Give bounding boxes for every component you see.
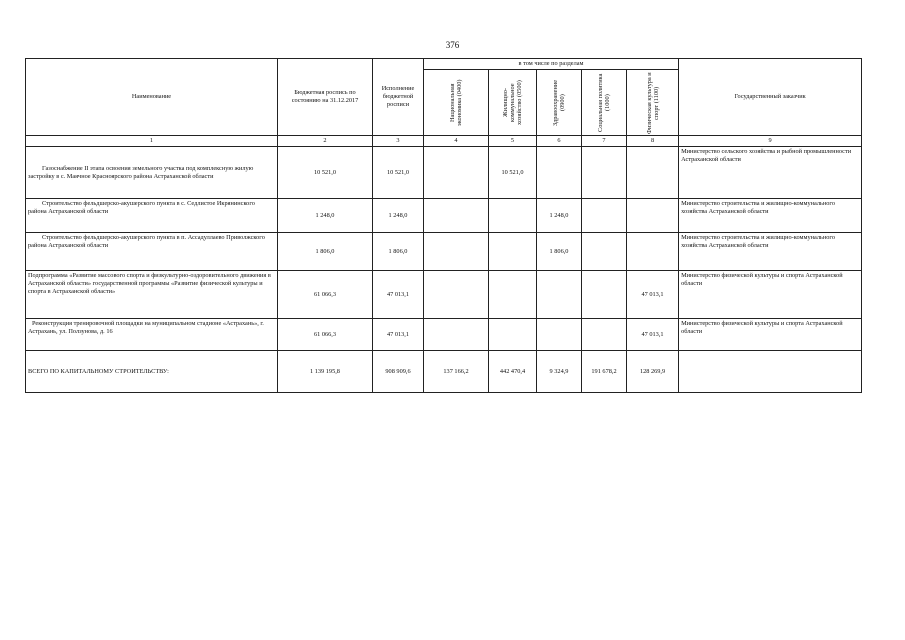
row-execution: 1 248,0: [373, 199, 424, 233]
row-sec-1100: [627, 199, 679, 233]
page-number: 376: [445, 40, 460, 50]
header-sec-0400: [424, 70, 489, 136]
col-number: 9: [679, 136, 862, 147]
total-sec-1100: 128 269,9: [627, 351, 679, 393]
row-customer: Министерство физической культуры и спорта Астраханской области: [679, 319, 862, 351]
total-sec-1000: 191 678,2: [582, 351, 627, 393]
col-number: 5: [489, 136, 537, 147]
row-budget: 1 248,0: [278, 199, 373, 233]
row-sec-0900: [537, 147, 582, 199]
table-row: [26, 147, 862, 199]
table-row: [26, 271, 862, 319]
col-number: 7: [582, 136, 627, 147]
header-sec-0500-label: Жилищно-коммунальное хозяйство (0500): [502, 80, 523, 125]
col-number: 4: [424, 136, 489, 147]
row-sec-0500: [489, 271, 537, 319]
row-sec-0500: 10 521,0: [489, 147, 537, 199]
total-sec-0500: 442 470,4: [489, 351, 537, 393]
row-name: Газоснабжение II этапа освоения земельного участка под комплексную жилую застройку в с. Маячное Красноярского района Астраханской области: [26, 147, 278, 199]
row-sec-0500: [489, 233, 537, 271]
row-budget: 61 066,3: [278, 319, 373, 351]
col-number: 8: [627, 136, 679, 147]
header-sec-0500: [489, 70, 537, 136]
total-sec-0400: 137 166,2: [424, 351, 489, 393]
row-sec-0900: 1 248,0: [537, 199, 582, 233]
total-customer: [679, 351, 862, 393]
row-sec-0900: 1 806,0: [537, 233, 582, 271]
table-row: [26, 199, 862, 233]
row-sec-1000: [582, 319, 627, 351]
row-budget: 1 806,0: [278, 233, 373, 271]
row-sec-1000: [582, 233, 627, 271]
header-sec-1000: [582, 70, 627, 136]
row-sec-0400: [424, 271, 489, 319]
header-sec-0900: [537, 70, 582, 136]
table-row: [26, 233, 862, 271]
header-customer: Государственный заказчик: [679, 59, 862, 136]
row-sec-1100: [627, 147, 679, 199]
row-sec-1100: 47 013,1: [627, 271, 679, 319]
total-sec-0900: 9 324,9: [537, 351, 582, 393]
col-number: 6: [537, 136, 582, 147]
row-sec-0400: [424, 147, 489, 199]
header-sec-0400-label: Национальная экономика (0400): [449, 79, 463, 126]
row-budget: 10 521,0: [278, 147, 373, 199]
header-sec-1100-label: Физическая культура и спорт (1100): [645, 71, 660, 134]
total-row: [26, 351, 862, 393]
row-budget: 61 066,3: [278, 271, 373, 319]
row-name: Строительство фельдшерско-акушерского пункта в п. Ассадуллаево Приволжского района Астраханской области: [26, 233, 278, 271]
row-name: Строительство фельдшерско-акушерского пункта в с. Седлистое Икрянинского района Астраханской области: [26, 199, 278, 233]
row-sec-1100: [627, 233, 679, 271]
row-sec-0500: [489, 319, 537, 351]
header-name: Наименование: [26, 59, 278, 136]
row-sec-0900: [537, 271, 582, 319]
header-execution: Исполнение бюджетной росписи: [373, 59, 424, 136]
row-sec-0400: [424, 199, 489, 233]
row-execution: 47 013,1: [373, 319, 424, 351]
row-name: Подпрограмма «Развитие массового спорта и физкультурно-оздоровительного движения в Астраханской области» государственной программы «Развитие физической культуры и спорта в Астраханской области»: [26, 271, 278, 319]
row-execution: 10 521,0: [373, 147, 424, 199]
col-number: 3: [373, 136, 424, 147]
header-sec-1100: [627, 70, 679, 136]
row-execution: 1 806,0: [373, 233, 424, 271]
total-budget: 1 139 195,8: [278, 351, 373, 393]
row-sec-0400: [424, 319, 489, 351]
row-customer: Министерство строительства и жилищно-коммунального хозяйства Астраханской области: [679, 233, 862, 271]
col-number: 2: [278, 136, 373, 147]
header-sections-group: в том числе по разделам: [424, 59, 679, 70]
row-customer: Министерство строительства и жилищно-коммунального хозяйства Астраханской области: [679, 199, 862, 233]
row-execution: 47 013,1: [373, 271, 424, 319]
total-execution: 908 909,6: [373, 351, 424, 393]
capital-construction-table: [25, 58, 862, 393]
header-sec-1000-label: Социальная политика (1000): [597, 73, 611, 132]
row-sec-1100: 47 013,1: [627, 319, 679, 351]
row-sec-1000: [582, 199, 627, 233]
table-row: [26, 319, 862, 351]
row-customer: Министерство сельского хозяйства и рыбной промышленности Астраханской области: [679, 147, 862, 199]
row-customer: Министерство физической культуры и спорта Астраханской области: [679, 271, 862, 319]
row-sec-0400: [424, 233, 489, 271]
row-name: Реконструкция тренировочной площадки на муниципальном стадионе «Астрахань», г. Астрахань, ул. Ползунова, д. 16: [26, 319, 278, 351]
header-sec-0900-label: Здравоохранение (0900): [552, 79, 566, 126]
col-number: 1: [26, 136, 278, 147]
header-row-1: [26, 59, 862, 70]
row-sec-1000: [582, 147, 627, 199]
total-name: ВСЕГО ПО КАПИТАЛЬНОМУ СТРОИТЕЛЬСТВУ:: [26, 351, 278, 393]
row-sec-1000: [582, 271, 627, 319]
row-sec-0900: [537, 319, 582, 351]
row-sec-0500: [489, 199, 537, 233]
header-budget: Бюджетная роспись по состоянию на 31.12.2017: [278, 59, 373, 136]
column-number-row: [26, 136, 862, 147]
